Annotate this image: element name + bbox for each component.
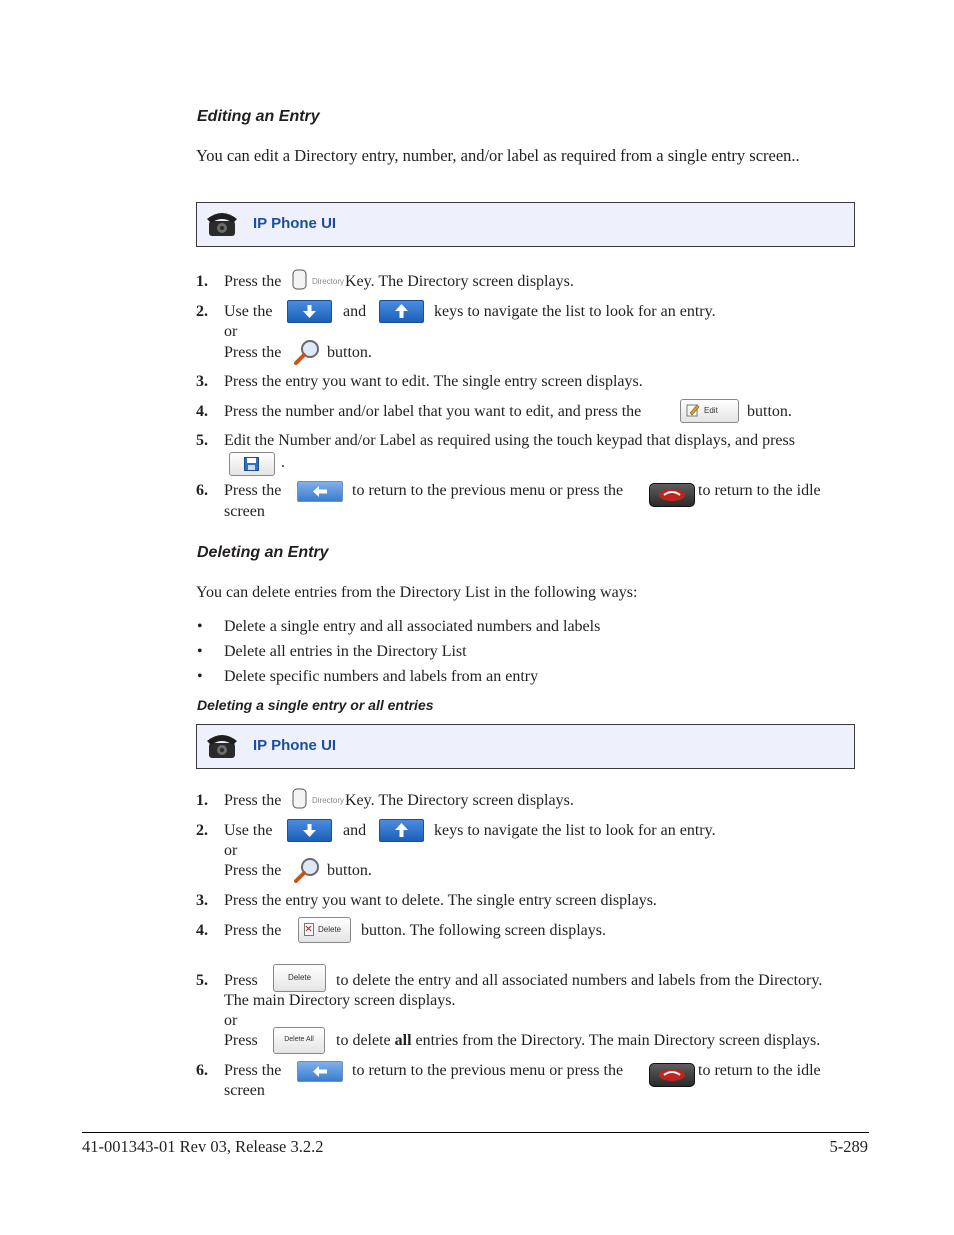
step-text: to return to the previous menu or press the bbox=[352, 482, 624, 499]
period-text: . bbox=[281, 454, 285, 471]
edit-softkey[interactable] bbox=[680, 399, 739, 423]
step-text: Press the bbox=[224, 273, 282, 290]
step-text: screen bbox=[224, 1082, 265, 1099]
section-heading-editing: Editing an Entry bbox=[197, 108, 320, 125]
step-text: Key. The Directory screen displays. bbox=[345, 273, 574, 290]
search-button[interactable] bbox=[293, 857, 321, 888]
step-number: 3. bbox=[196, 892, 208, 909]
delete-softkey[interactable] bbox=[298, 917, 351, 943]
step-text: Press the number and/or label that you want to edit, and press the bbox=[224, 403, 642, 420]
or-text: or bbox=[224, 323, 238, 340]
step-text: Press bbox=[224, 1032, 258, 1049]
bullet-item: Delete specific numbers and labels from an entry bbox=[224, 668, 539, 685]
emphasis-all: all bbox=[394, 1032, 412, 1049]
step-text: button. The following screen displays. bbox=[361, 922, 606, 939]
ui-box-label: IP Phone UI bbox=[253, 737, 337, 754]
step-text: button. bbox=[747, 403, 792, 420]
back-arrow-icon bbox=[298, 482, 342, 501]
step-text: Use the bbox=[224, 822, 273, 839]
step-text: The main Directory screen displays. bbox=[224, 992, 456, 1009]
arrow-up-icon bbox=[380, 301, 423, 322]
bullet-item: Delete all entries in the Directory List bbox=[224, 643, 467, 660]
ip-phone-ui-box bbox=[196, 202, 855, 247]
or-text: or bbox=[224, 1012, 238, 1029]
step-number: 5. bbox=[196, 972, 208, 989]
goodbye-key[interactable] bbox=[649, 1063, 695, 1087]
step-number: 4. bbox=[196, 403, 208, 420]
hard-key-icon bbox=[292, 269, 308, 291]
delete-softkey-label: Delete bbox=[318, 925, 342, 934]
phone-icon bbox=[205, 209, 239, 237]
step-number: 4. bbox=[196, 922, 208, 939]
step-text: keys to navigate the list to look for an entry. bbox=[434, 822, 716, 839]
step-text: Press the bbox=[224, 922, 282, 939]
step-text: Press the entry you want to delete. The single entry screen displays. bbox=[224, 892, 657, 909]
step-text: to return to the idle bbox=[698, 482, 821, 499]
step-text: button. bbox=[327, 862, 372, 879]
step-text: Edit the Number and/or Label as required using the touch keypad that displays, and press bbox=[224, 432, 795, 449]
step-text: Use the bbox=[224, 303, 273, 320]
step-text: button. bbox=[327, 344, 372, 361]
step-text: Key. The Directory screen displays. bbox=[345, 792, 574, 809]
step-number: 3. bbox=[196, 373, 208, 390]
step-text: Press the bbox=[224, 1062, 282, 1079]
delete-all-softkey[interactable] bbox=[273, 1027, 325, 1054]
directory-key[interactable] bbox=[292, 269, 308, 296]
step-text-part: to delete bbox=[336, 1032, 391, 1049]
ui-box-label: IP Phone UI bbox=[253, 215, 337, 232]
subheading-delete-entries: Deleting a single entry or all entries bbox=[197, 697, 434, 713]
goodbye-key[interactable] bbox=[649, 483, 695, 507]
section-heading-deleting: Deleting an Entry bbox=[197, 544, 329, 561]
step-text: and bbox=[343, 822, 367, 839]
delete-entry-softkey[interactable] bbox=[273, 964, 326, 992]
deleting-intro: You can delete entries from the Directory List in the following ways: bbox=[196, 584, 638, 601]
save-icon bbox=[244, 457, 259, 471]
footer-page-number: 5-289 bbox=[829, 1137, 868, 1156]
step-text: Press the entry you want to edit. The single entry screen displays. bbox=[224, 373, 643, 390]
hangup-icon bbox=[650, 1064, 694, 1086]
back-arrow-icon bbox=[298, 1062, 342, 1081]
step-number: 1. bbox=[196, 273, 208, 290]
search-icon bbox=[293, 339, 321, 365]
edit-pencil-icon bbox=[686, 403, 700, 417]
edit-softkey-label: Edit bbox=[704, 406, 718, 415]
directory-key[interactable] bbox=[292, 788, 308, 815]
arrow-down-icon bbox=[288, 820, 331, 841]
step-text: and bbox=[343, 303, 367, 320]
step-text: Press the bbox=[224, 482, 282, 499]
save-softkey[interactable] bbox=[229, 452, 275, 476]
up-arrow-button[interactable] bbox=[379, 300, 424, 323]
up-arrow-button[interactable] bbox=[379, 819, 424, 842]
delete-all-softkey-label: Delete All bbox=[284, 1036, 314, 1043]
step-number: 1. bbox=[196, 792, 208, 809]
step-text: to return to the previous menu or press the bbox=[352, 1062, 624, 1079]
step-text bbox=[336, 1032, 820, 1050]
search-icon bbox=[293, 857, 321, 883]
hangup-icon bbox=[650, 484, 694, 506]
bullet-dot: • bbox=[197, 618, 203, 635]
bullet-dot: • bbox=[197, 643, 203, 660]
down-arrow-button[interactable] bbox=[287, 300, 332, 323]
bullet-dot: • bbox=[197, 668, 203, 685]
arrow-up-icon bbox=[380, 820, 423, 841]
directory-key-label: Directory bbox=[312, 277, 345, 286]
step-text: Press bbox=[224, 972, 258, 989]
step-text-part: entries from the Directory. The main Directory screen displays. bbox=[415, 1032, 821, 1049]
delete-entry-softkey-label: Delete bbox=[287, 973, 312, 982]
search-button[interactable] bbox=[293, 339, 321, 370]
editing-intro: You can edit a Directory entry, number, and/or label as required from a single entry screen.. bbox=[196, 146, 800, 165]
footer-rule bbox=[82, 1132, 869, 1133]
back-button[interactable] bbox=[297, 481, 343, 502]
step-text: to delete the entry and all associated numbers and labels from the Directory. bbox=[336, 972, 823, 989]
step-text: Press the bbox=[224, 862, 282, 879]
bullet-item: Delete a single entry and all associated numbers and labels bbox=[224, 618, 601, 635]
step-text: keys to navigate the list to look for an entry. bbox=[434, 303, 716, 320]
delete-doc-icon bbox=[304, 923, 314, 936]
step-number: 6. bbox=[196, 482, 208, 499]
step-number: 5. bbox=[196, 432, 208, 449]
footer-doc-id: 41-001343-01 Rev 03, Release 3.2.2 bbox=[82, 1137, 324, 1156]
step-number: 6. bbox=[196, 1062, 208, 1079]
step-number: 2. bbox=[196, 303, 208, 320]
step-text: Press the bbox=[224, 344, 282, 361]
step-text: to return to the idle bbox=[698, 1062, 821, 1079]
ip-phone-ui-box bbox=[196, 724, 855, 769]
step-text: Press the bbox=[224, 792, 282, 809]
arrow-down-icon bbox=[288, 301, 331, 322]
phone-icon bbox=[205, 731, 239, 759]
down-arrow-button[interactable] bbox=[287, 819, 332, 842]
hard-key-icon bbox=[292, 788, 308, 810]
back-button[interactable] bbox=[297, 1061, 343, 1082]
directory-key-label: Directory bbox=[312, 796, 345, 805]
or-text: or bbox=[224, 842, 238, 859]
step-number: 2. bbox=[196, 822, 208, 839]
step-text: screen bbox=[224, 503, 265, 520]
